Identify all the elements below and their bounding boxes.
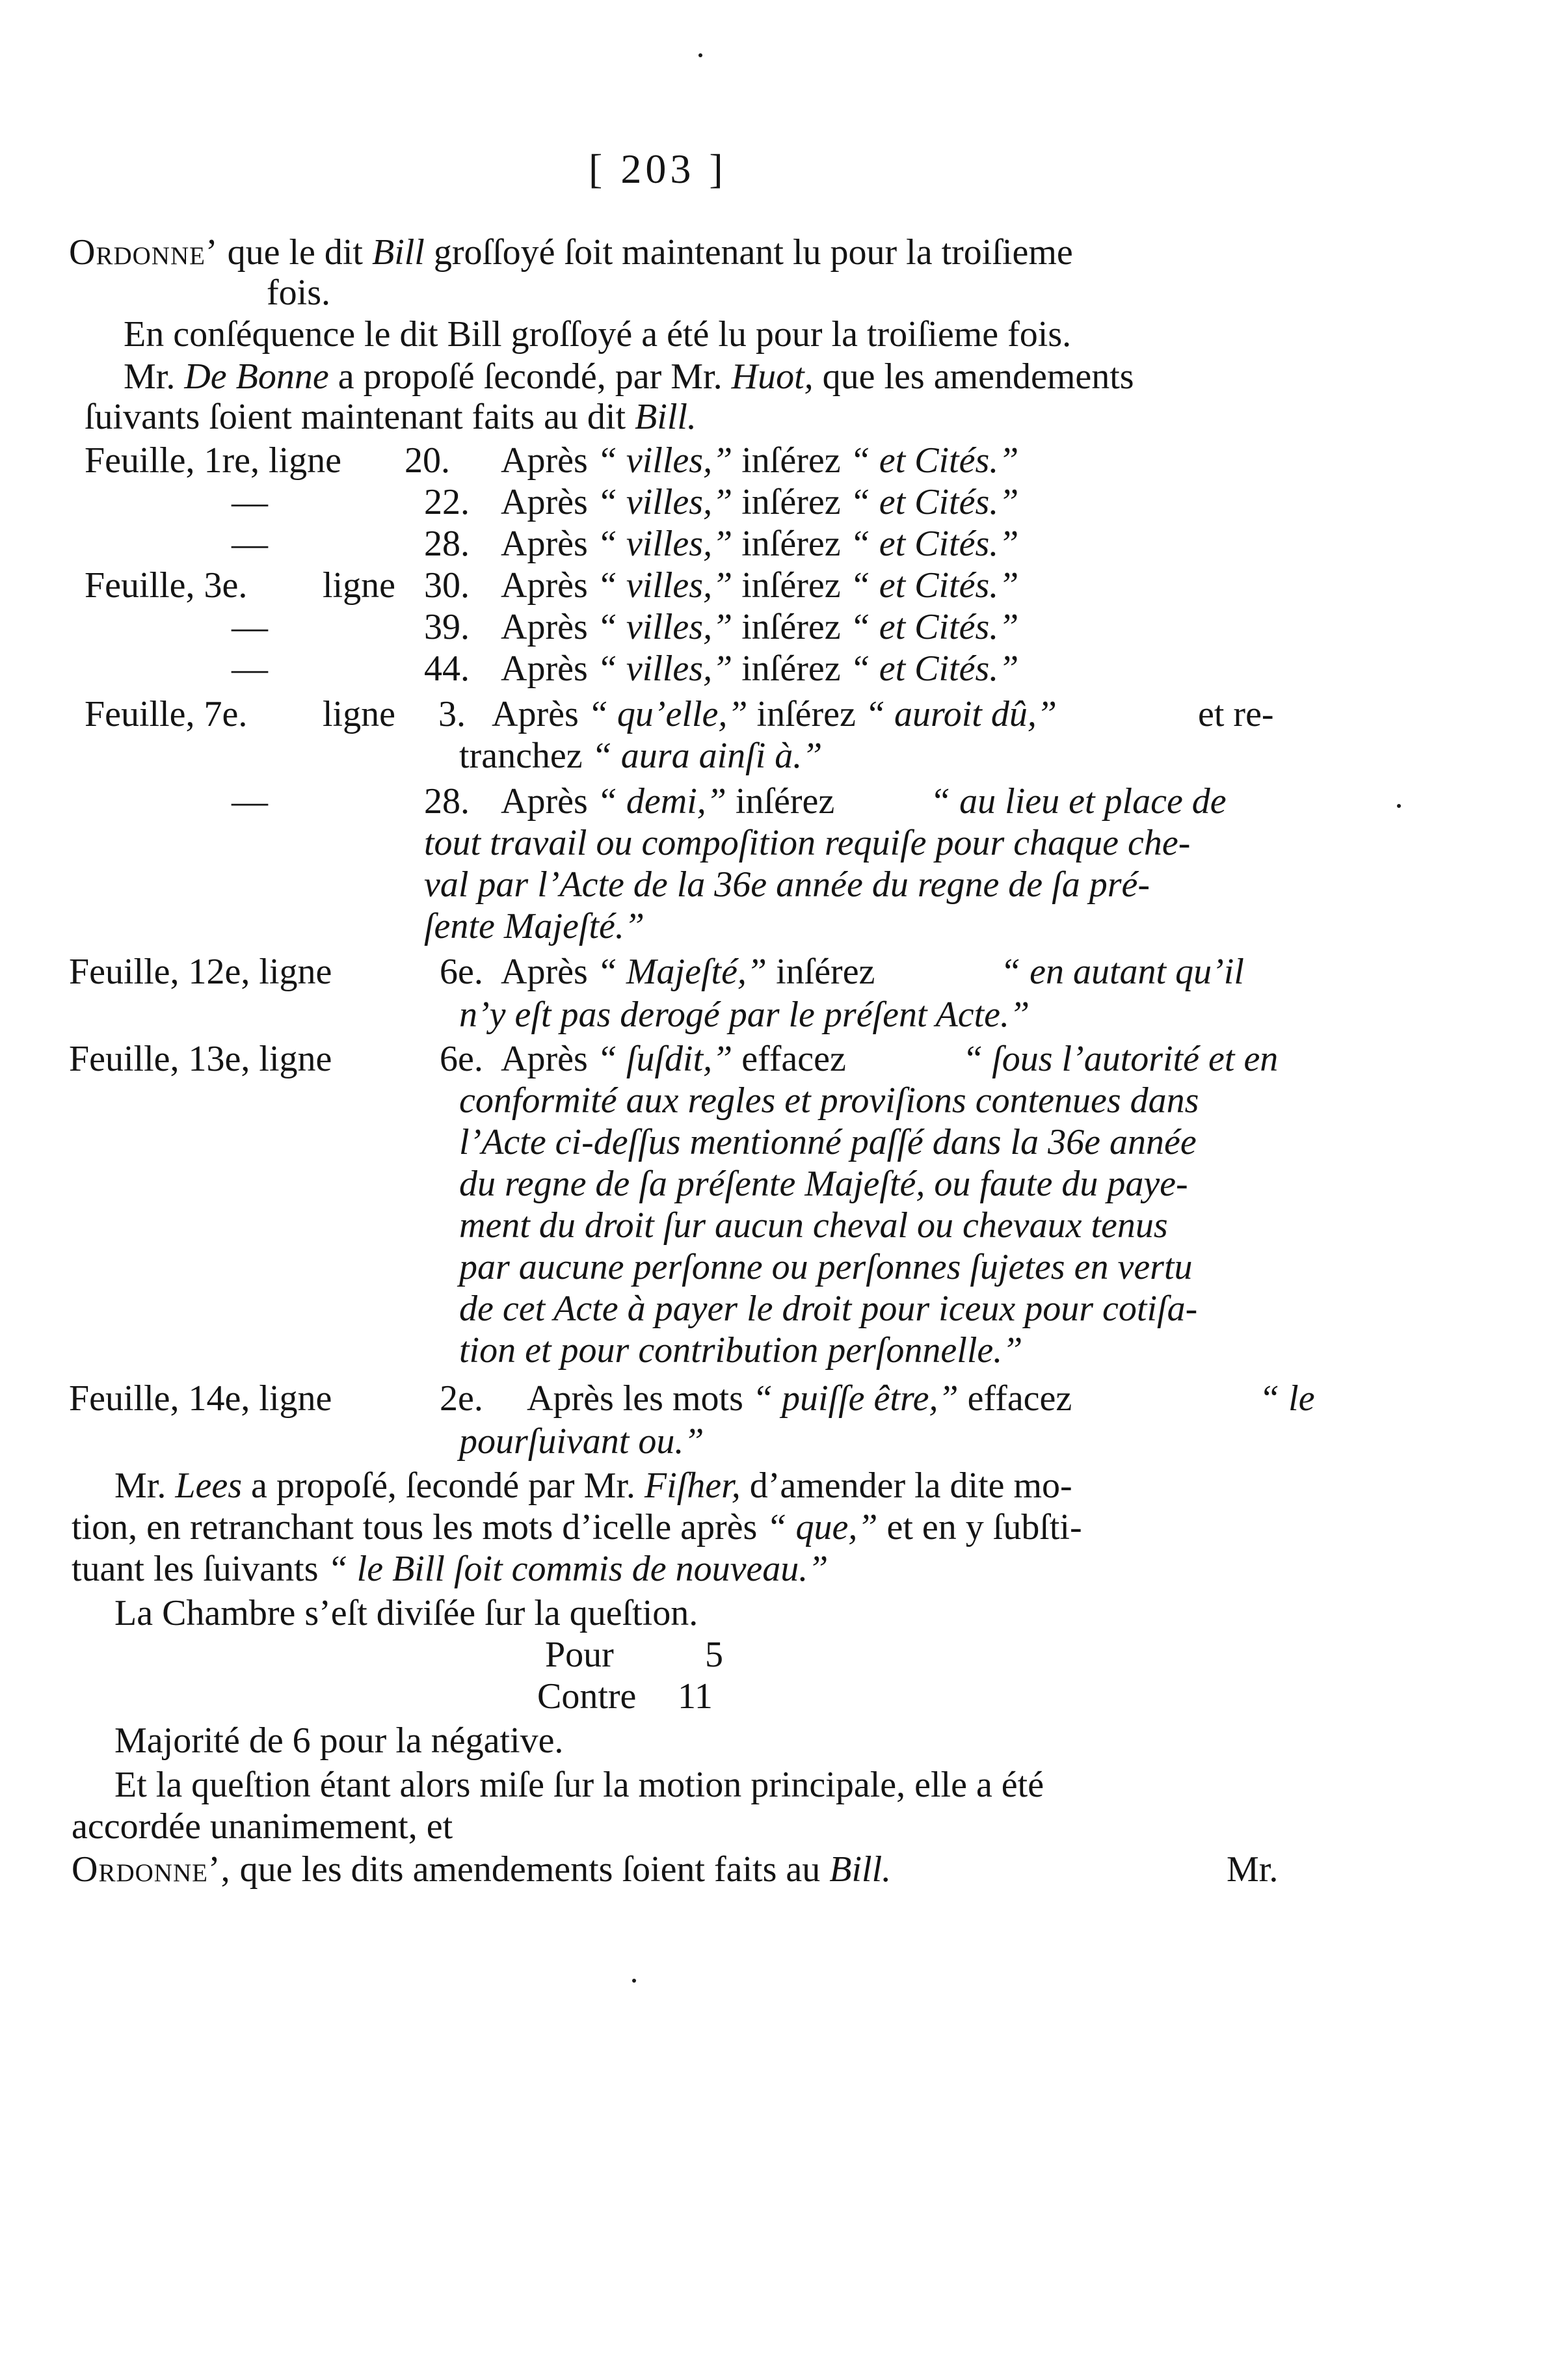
vote-contre-value: 11 bbox=[678, 1676, 713, 1717]
amendment-line: 44. bbox=[424, 649, 470, 689]
amendment-text: Après “ villes,” inſérez “ et Cités.” bbox=[501, 524, 1019, 564]
amendment-text: Après “ villes,” inſérez “ et Cités.” bbox=[501, 482, 1019, 522]
amendment-line: 20. bbox=[405, 440, 450, 481]
amendment-text: Après “ villes,” inſérez “ et Cités.” bbox=[501, 565, 1019, 606]
amendment-text: Après “ demi,” inſérez bbox=[501, 781, 835, 822]
ditto-dash: — bbox=[232, 482, 268, 522]
text-line: tion, en retranchant tous les mots d’icelle après “ que,” et en y ſubſti- bbox=[72, 1507, 1082, 1547]
amendment-line: 6e. bbox=[440, 952, 483, 992]
amendment-line: 30. bbox=[424, 565, 470, 606]
majority-line: Majorité de 6 pour la négative. bbox=[114, 1720, 564, 1761]
motion-paragraph: Mr. De Bonne a propoſé ſecondé, par Mr. Huot, que les amendements bbox=[124, 356, 1134, 397]
amendment-sheet: Feuille, 1re, ligne bbox=[85, 440, 342, 481]
ditto-dash: — bbox=[232, 781, 268, 822]
amendment-line: 22. bbox=[424, 482, 470, 522]
amendment-text: Après “ villes,” inſérez “ et Cités.” bbox=[501, 440, 1019, 481]
ordonne-paragraph: Ordonne’ que le dit Bill groſſoyé ſoit maintenant lu pour la troiſieme bbox=[69, 232, 1073, 273]
amendment-text: Après “ villes,” inſérez “ et Cités.” bbox=[501, 649, 1019, 689]
amendment-text: Après “ ſuſdit,” effacez bbox=[501, 1039, 846, 1079]
ditto-dash: — bbox=[232, 524, 268, 564]
amendment-line: 3. bbox=[438, 694, 466, 734]
amendment-motion: Mr. Lees a propoſé, ſecondé par Mr. Fiſher, d’amender la dite mo- bbox=[114, 1466, 1072, 1506]
amendment-text: Après “ qu’elle,” inſérez “ auroit dû,” bbox=[492, 694, 1057, 734]
vote-contre-label: Contre bbox=[537, 1676, 637, 1717]
ordonne-final: Ordonne’, que les dits amendements ſoient faits au Bill. bbox=[72, 1849, 892, 1890]
page: [ 203 ] Ordonne’ que le dit Bill groſſoyé ſoit maintenant lu pour la troiſieme fois. En conſéquence le dit Bill groſſoyé a été lu pour la troiſieme fois. Mr. De Bonne a propoſé ſecondé, par Mr. Huot, que les amendements ſuivants ſoient maintenant faits au dit Bill. Feuille, 1re, ligne 20. Après “ villes,” inſérez “ et Cités.” — 22. Après “ villes,” inſérez “ et Cités.” — 28. Après “ villes,” inſérez “ et Cités.” Feuille, 3e. ligne 30. Après “ villes,” inſérez “ et Cités.” — 39. Après “ villes,” inſérez “ et Cités.” — 44. Après “ villes,” inſérez “ et Cités.” Feuille, 7e. ligne 3. Après “ qu’elle,” inſérez “ auroit dû,” et re- tranchez “ aura ainſi à.” — 28. Après “ demi,” inſérez “ au lieu et place de tout travail ou compoſition requiſe pour chaque che- val par l’Acte de la 36e année du regne de ſa pré- ſente Majeſté.” Feuille, 12e, ligne 6e. Après “ Majeſté,” inſérez “ en autant qu’il n’y eſt pas derogé par le préſent Acte.” Feuille, 13e, ligne 6e. Après “ ſuſdit,” effacez “ ſous l’autorité et en conformité aux regles et proviſions contenues dans l’Acte ci-deſſus mentionné paſſé dans la 36e année du regne de ſa préſente Majeſté, ou faute du paye- ment du droit ſur aucun cheval ou chevaux tenus par aucune perſonne ou perſonnes ſujetes en vertu de cet Acte à payer le droit pour iceux pour cotiſa- tion et pour contribution perſonnelle.” Feuille, 14e, ligne 2e. Après les mots “ puiſſe être,” effacez “ le pourſuivant ou.” Mr. Lees a propoſé, ſecondé par Mr. Fiſher, d’amender la dite mo- tion, en retranchant tous les mots d’icelle après “ que,” et en y ſubſti- tuant les ſuivants “ le Bill ſoit commis de nouveau.” La Chambre s’eſt diviſée ſur la queſtion. Pour 5 Contre 11 Majorité de 6 pour la négative. Et la queſtion étant alors miſe ſur la motion principale, elle a été accordée unanimement, et Ordonne’, que les dits amendements ſoient faits au Bill. Mr. bbox=[0, 0, 1568, 2369]
amendment-text: Après les mots “ puiſſe être,” effacez bbox=[527, 1378, 1072, 1419]
amendment-line: 39. bbox=[424, 607, 470, 647]
amendment-line: 28. bbox=[424, 524, 470, 564]
amendment-sheet: Feuille, 13e, ligne bbox=[69, 1039, 332, 1079]
amendment-sheet: Feuille, 14e, ligne bbox=[69, 1378, 332, 1419]
ditto-dash: — bbox=[232, 607, 268, 647]
vote-pour-value: 5 bbox=[705, 1635, 723, 1675]
ordonne-lead: Ordonne’ bbox=[69, 232, 219, 273]
vote-pour-label: Pour bbox=[545, 1635, 614, 1675]
amendment-sheet: Feuille, 3e. bbox=[85, 565, 248, 606]
amendment-text: Après “ Majeſté,” inſérez bbox=[501, 952, 875, 992]
member-name: De Bonne bbox=[184, 356, 329, 397]
amendment-line: 28. bbox=[424, 781, 470, 822]
text-line: fois. bbox=[267, 273, 330, 313]
bill-word: Bill bbox=[371, 232, 425, 273]
speck bbox=[1397, 804, 1401, 808]
division-line: La Chambre s’eſt diviſée ſur la queſtion. bbox=[114, 1593, 698, 1633]
member-name: Fiſher, bbox=[644, 1466, 741, 1506]
text-line: ſuivants ſoient maintenant faits au dit Bill. bbox=[85, 397, 697, 437]
speck bbox=[632, 1979, 636, 1983]
amendment-continuation: tranchez “ aura ainſi à.” bbox=[459, 736, 823, 776]
speck bbox=[698, 53, 702, 57]
amendment-sheet: Feuille, 7e. bbox=[85, 694, 248, 734]
amendment-sheet: Feuille, 12e, ligne bbox=[69, 952, 332, 992]
text-line: accordée unanimement, et bbox=[72, 1806, 453, 1847]
ordonne-lead: Ordonne’, bbox=[72, 1849, 231, 1890]
text-line: En conſéquence le dit Bill groſſoyé a été lu pour la troiſieme fois. bbox=[124, 314, 1072, 355]
amendment-line: 6e. bbox=[440, 1039, 483, 1079]
page-number: [ 203 ] bbox=[589, 146, 727, 192]
ditto-dash: — bbox=[232, 649, 268, 689]
amendment-text: Après “ villes,” inſérez “ et Cités.” bbox=[501, 607, 1019, 647]
text-line: tuant les ſuivants “ le Bill ſoit commis de nouveau.” bbox=[72, 1549, 829, 1589]
amendment-line: 2e. bbox=[440, 1378, 483, 1419]
member-name: Huot, bbox=[731, 356, 814, 397]
text-line: Et la queſtion étant alors miſe ſur la motion principale, elle a été bbox=[114, 1765, 1044, 1805]
catchword: Mr. bbox=[1227, 1849, 1279, 1890]
member-name: Lees bbox=[175, 1466, 243, 1506]
